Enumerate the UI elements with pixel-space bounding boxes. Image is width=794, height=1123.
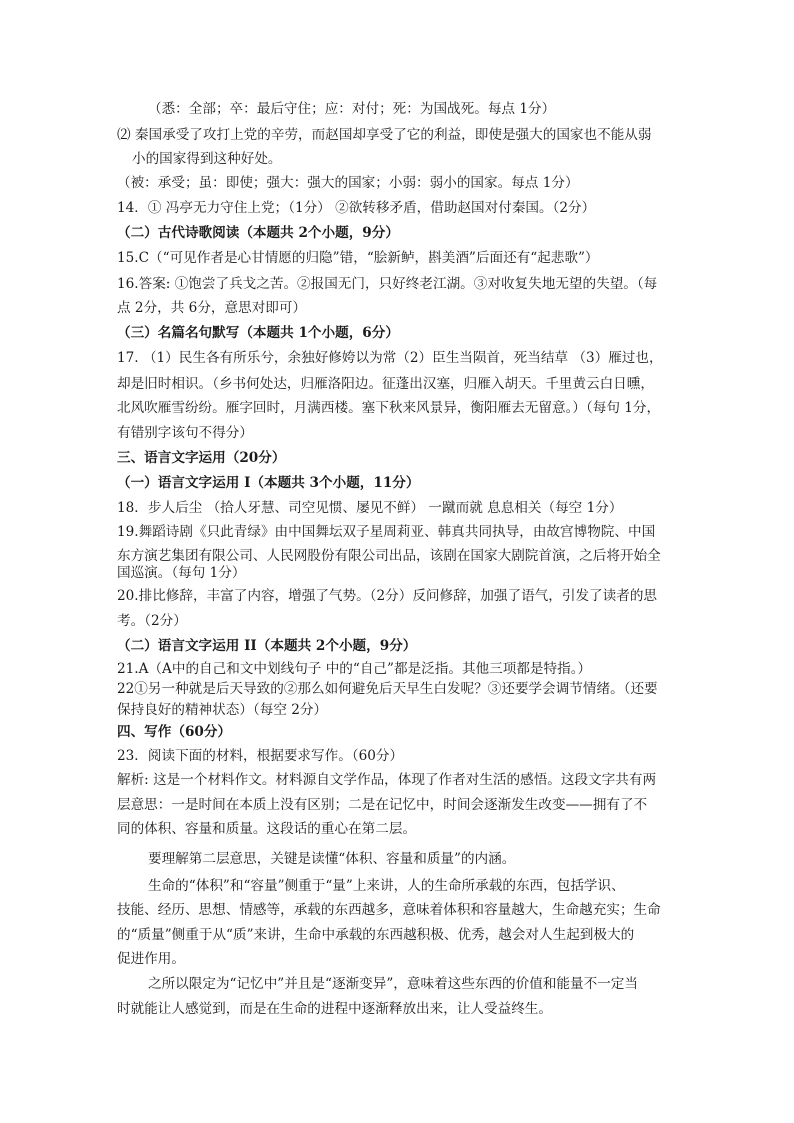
section-heading: （一）语言文字运用 I（本题共 3个小题，11分） [117, 475, 420, 491]
answer-line: 18．步人后尘 （拾人牙慧、司空见惯、屡见不鲜） 一蹴而就 息息相关（每空 1分） [117, 500, 623, 516]
paragraph-line: 之所以限定为“记忆中”并且是“逐渐变异”，意味着这些东西的价值和能量不一定当 [148, 976, 638, 992]
answer-line: 14．① 冯亭无力守住上党；（1分） ②欲转移矛盾，借助赵国对付秦国。（2分） [117, 200, 596, 216]
paragraph-line: 要理解第二层意思，关键是读懂“体积、容量和质量”的内涵。 [148, 851, 516, 867]
answer-line: 21.A（A中的自己和文中划线句子 中的“自己”都是泛指。其他三项都是特指。） [117, 661, 592, 677]
answer-line: 23．阅读下面的材料，根据要求写作。（60分） [117, 748, 404, 764]
answer-line: 考。（2分） [117, 613, 187, 629]
paragraph-line: 的“质量”侧重于从“质”来讲，生命中承载的东西越积极、优秀，越会对人生起到极大的 [117, 927, 635, 943]
answer-line: 层意思：一是时间在本质上没有区别；二是在记忆中，时间会逐渐发生改变——拥有了不 [117, 797, 648, 813]
answer-line: 17. （1）民生各有所乐兮，余独好修姱以为常（2）臣生当陨首，死当结草 （3）雁过也， [117, 350, 663, 366]
answer-line: 19.舞蹈诗剧《只此青绿》由中国舞坛双子星周莉亚、韩真共同执导，由故宫博物院、中国 [117, 524, 656, 540]
paragraph-line: 技能、经历、思想、情感等，承载的东西越多，意味着体积和容量越大，生命越充实；生命 [117, 902, 661, 918]
answer-line: （悉：全部；卒：最后守住；应：对付；死：为国战死。每点 1分） [148, 101, 556, 117]
paragraph-line: 时就能让人感觉到，而是在生命的进程中逐渐释放出来，让人受益终生。 [117, 1001, 552, 1017]
answer-line: 16.答案: ①饱尝了兵戈之苦。②报国无门，只好终老江湖。③对收复失地无望的失望。（每 [117, 276, 658, 292]
section-heading: 三、语言文字运用（20分） [117, 450, 286, 466]
answer-line: 解析: 这是一个材料作文。材料源自文学作品，体现了作者对生活的感悟。这段文字共有两 [117, 772, 657, 788]
answer-line: 20.排比修辞，丰富了内容，增强了气势。（2分）反问修辞，加强了语气，引发了读者的思 [117, 588, 658, 604]
answer-line: 小的国家得到这种好处。 [132, 151, 282, 167]
section-heading: 四、写作（60分） [117, 724, 232, 740]
answer-line: 同的体积、容量和质量。这段话的重心在第二层。 [117, 821, 417, 837]
section-heading: （二）语言文字运用 II（本题共 2个小题，9分） [117, 638, 417, 654]
paragraph-line: 生命的“体积”和“容量”侧重于“量”上来讲，人的生命所承载的东西，包括学识、 [148, 878, 625, 894]
answer-line: 保持良好的精神状态）（每空 2分） [117, 702, 328, 718]
answer-line: 东方演艺集团有限公司、人民网股份有限公司出品，该剧在国家大剧院首演，之后将开始全 [117, 548, 661, 564]
paragraph-line: 促进作用。 [117, 951, 185, 967]
answer-line: 国巡演。（每句 1分） [117, 565, 246, 581]
answer-line: 有错别字该句不得分） [117, 425, 253, 441]
answer-line: （被：承受；虽：即使；强大：强大的国家；小弱：弱小的国家。每点 1分） [117, 175, 579, 191]
answer-line: ⑵ 秦国承受了攻打上党的辛劳，而赵国却享受了它的利益，即使是强大的国家也不能从弱 [117, 127, 652, 143]
section-heading: （三）名篇名句默写（本题共 1个小题，6分） [117, 325, 399, 341]
section-heading: （二）古代诗歌阅读（本题共 2个小题，9分） [117, 225, 399, 241]
answer-line: 点 2分，共 6分，意思对即可） [117, 300, 307, 316]
answer-line: 22①另一种就是后天导致的②那么如何避免后天早生白发呢？③还要学会调节情绪。（还要 [117, 681, 658, 697]
answer-line: 15.C（“可见作者是心甘情愿的归隐”错，“脍新鲈，斟美酒”后面还有“起悲歌”） [117, 250, 599, 266]
answer-line: 北风吹雁雪纷纷。雁字回时，月满西楼。塞下秋来风景异，衡阳雁去无留意。）（每句 1分， [117, 400, 661, 416]
answer-line: 却是旧时相识。（乡书何处达，归雁洛阳边。征蓬出汉塞，归雁入胡天。千里黄云白日曛， [117, 376, 654, 392]
